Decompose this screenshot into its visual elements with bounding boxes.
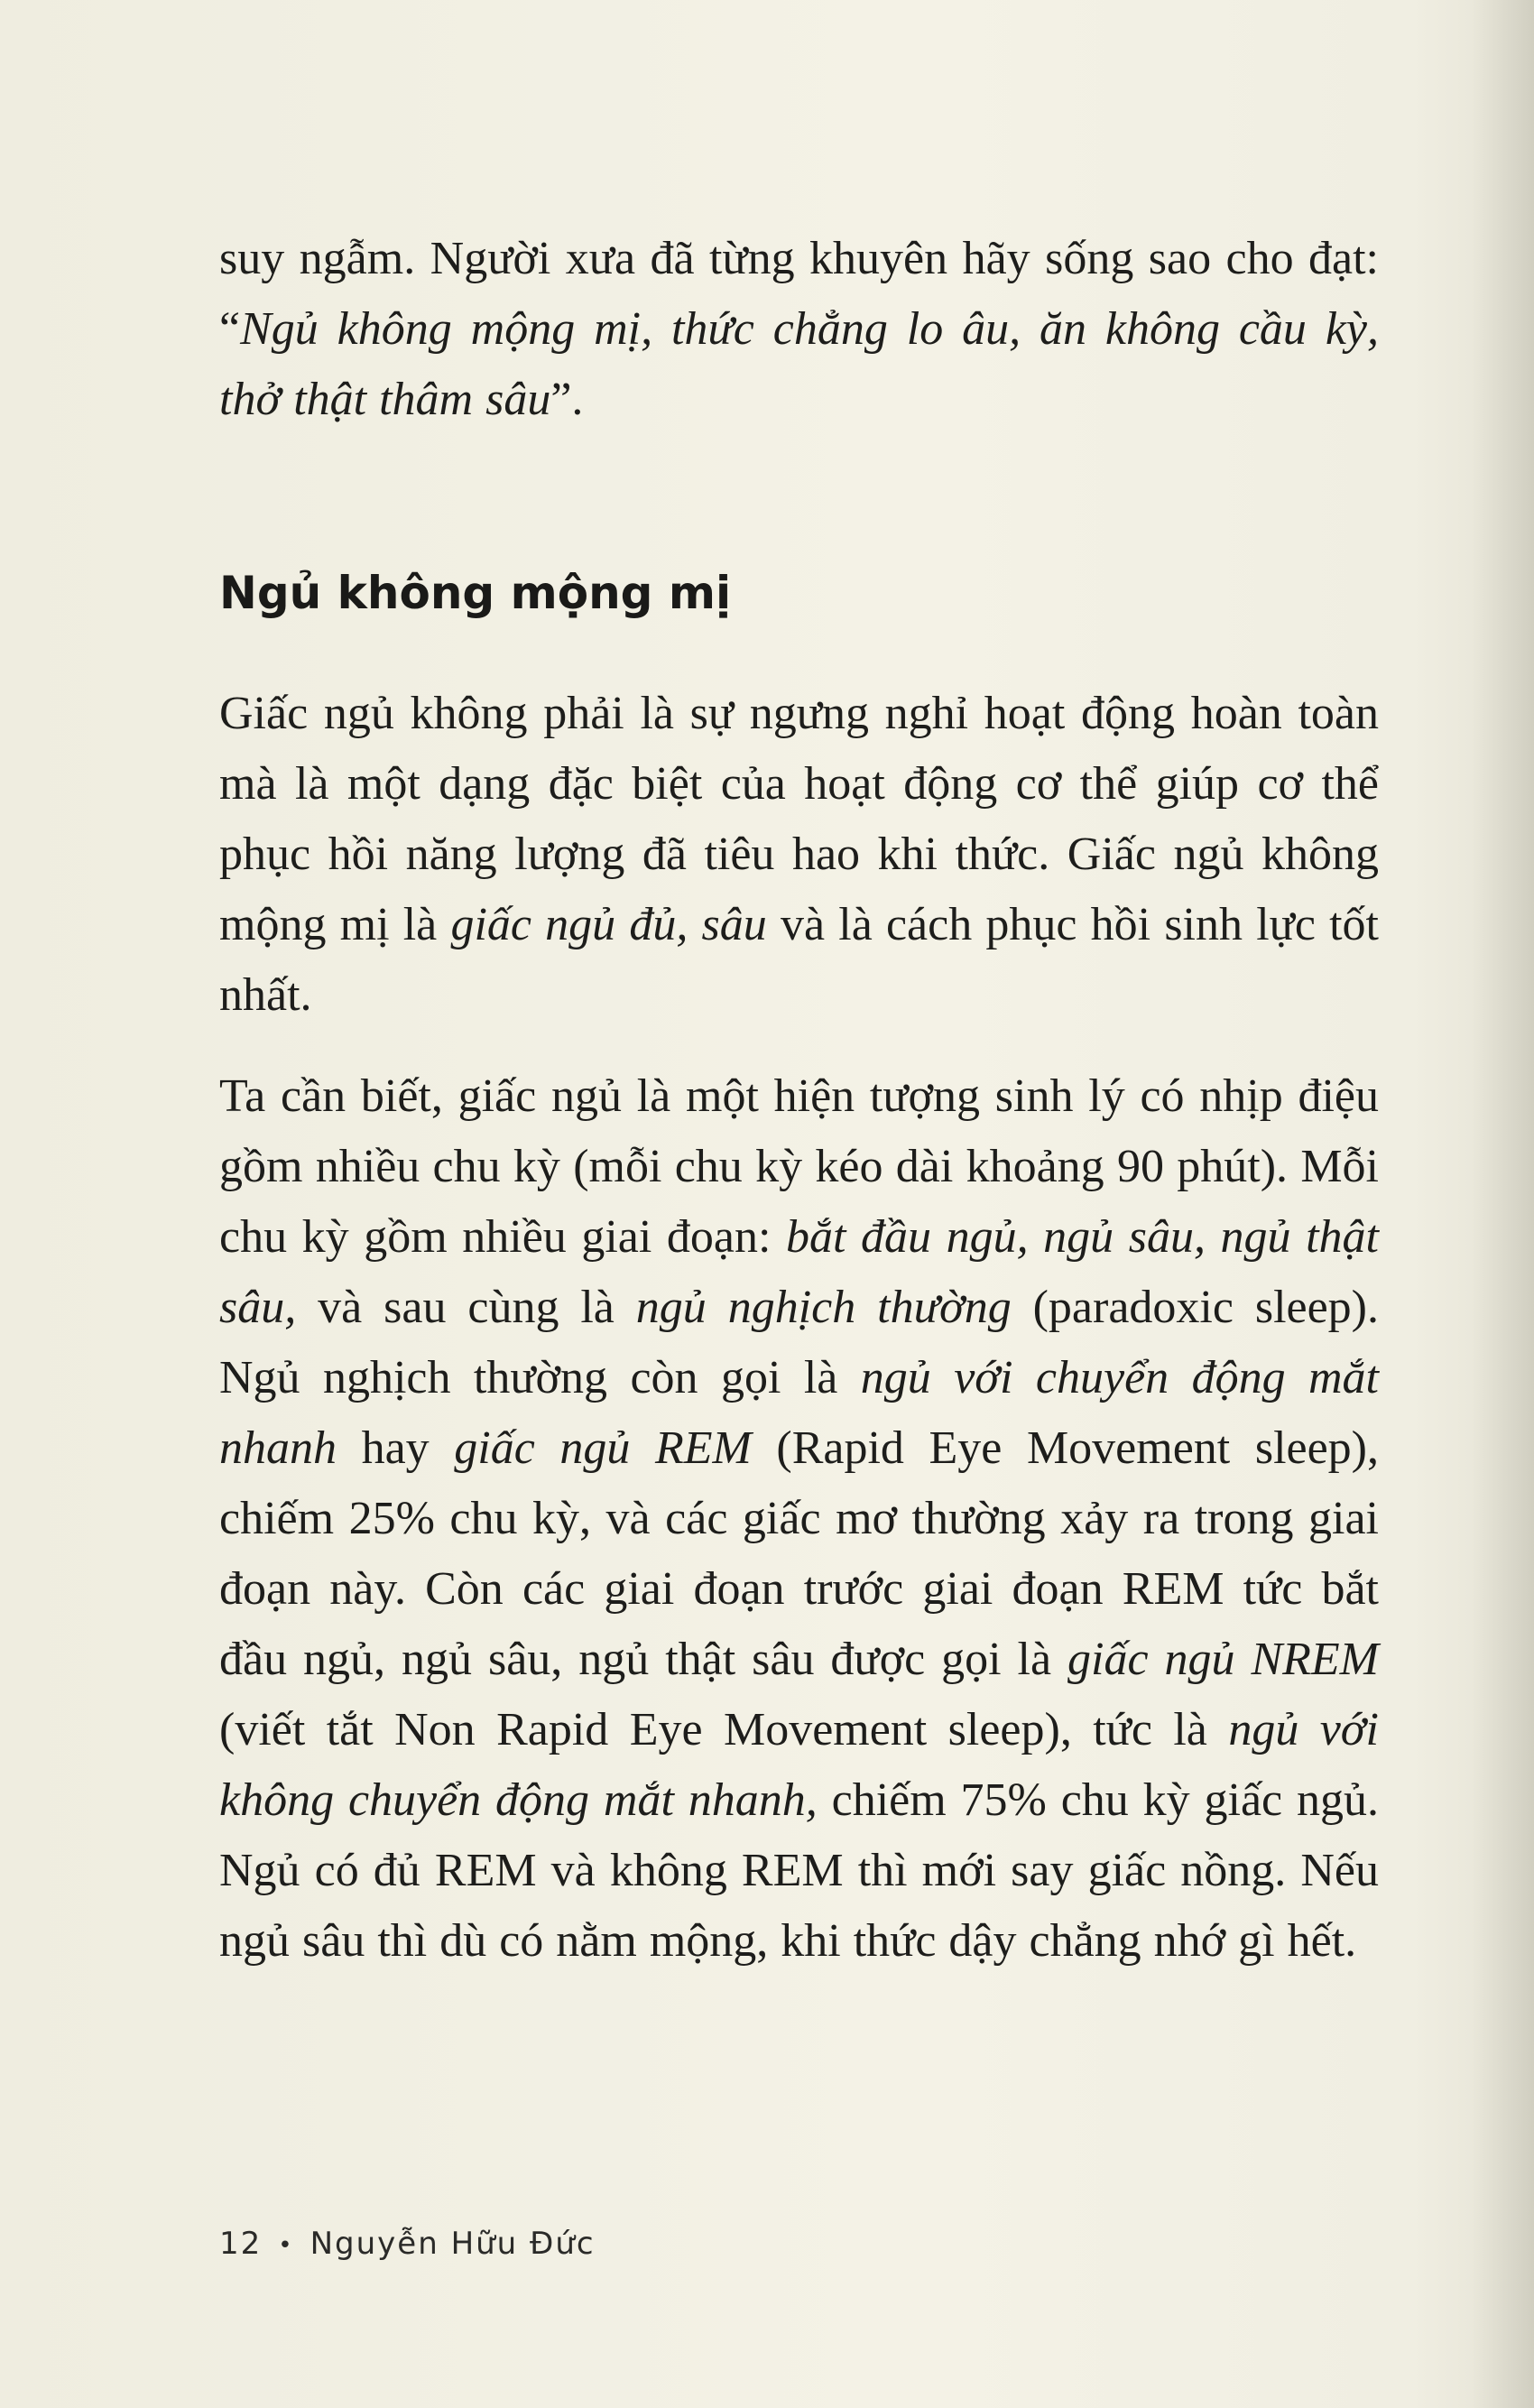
footer-separator: •	[278, 2231, 294, 2259]
italic-term: giấc ngủ đủ, sâu	[450, 899, 767, 950]
italic-term: bắt đầu ngủ, ngủ sâu, ngủ thật sâu,	[219, 1211, 1380, 1333]
italic-term: ngủ với chuyển động mắt nhanh	[219, 1352, 1379, 1474]
paragraph-2: Ta cần biết, giấc ngủ là một hiện tượng sinh lý có nhịp điệu gồm nhiều chu kỳ (mỗi chu kỳ kéo dài khoảng 90 phút). Mỗi chu kỳ gồm nhiều giai đoạn: bắt đầu ngủ, ngủ sâu, ngủ thật sâu, và sau cùng là ngủ nghịch thường (paradoxic sleep). Ngủ nghịch thường còn gọi là ngủ với chuyển động mắt nhanh hay giấc ngủ REM (Rapid Eye Movement sleep), chiếm 25% chu kỳ, và các giấc mơ thường xảy ra trong giai đoạn này. Còn các giai đoạn trước giai đoạn REM tức bắt đầu ngủ, ngủ sâu, ngủ thật sâu được gọi là giấc ngủ NREM (viết tắt Non Rapid Eye Movement sleep), tức là ngủ với không chuyển động mắt nhanh, chiếm 75% chu kỳ giấc ngủ. Ngủ có đủ REM và không REM thì mới say giấc nồng. Nếu ngủ sâu thì dù có nằm mộng, khi thức dậy chẳng nhớ gì hết.	[219, 1070, 1380, 1967]
quote-italic: Ngủ không mộng mị, thức chẳng lo âu, ăn không cầu kỳ, thở thật thâm sâu	[219, 303, 1379, 425]
italic-term: giấc ngủ NREM	[1067, 1634, 1379, 1685]
page-edge-shadow	[1471, 0, 1534, 2408]
section-heading: Ngủ không mộng mị	[219, 567, 732, 619]
page-footer	[219, 2226, 596, 2262]
author-name: Nguyễn Hữu Đức	[310, 2226, 596, 2262]
body-text-block	[219, 679, 1379, 1977]
italic-term: giấc ngủ REM	[454, 1422, 752, 1474]
intro-text-block	[219, 224, 1379, 435]
italic-term: ngủ với không chuyển động mắt nhanh,	[219, 1704, 1380, 1826]
paragraph-1: Giấc ngủ không phải là sự ngưng nghỉ hoạt động hoàn toàn mà là một dạng đặc biệt của hoạt động cơ thể giúp cơ thể phục hồi năng lượng đã tiêu hao khi thức. Giấc ngủ không mộng mị là giấc ngủ đủ, sâu và là cách phục hồi sinh lực tốt nhất.	[219, 688, 1379, 1021]
italic-term: ngủ nghịch thường	[635, 1282, 1012, 1333]
intro-paragraph: suy ngẫm. Người xưa đã từng khuyên hãy sống sao cho đạt: “Ngủ không mộng mị, thức chẳng lo âu, ăn không cầu kỳ, thở thật thâm sâu”.	[219, 233, 1379, 425]
page-number: 12	[219, 2226, 263, 2262]
